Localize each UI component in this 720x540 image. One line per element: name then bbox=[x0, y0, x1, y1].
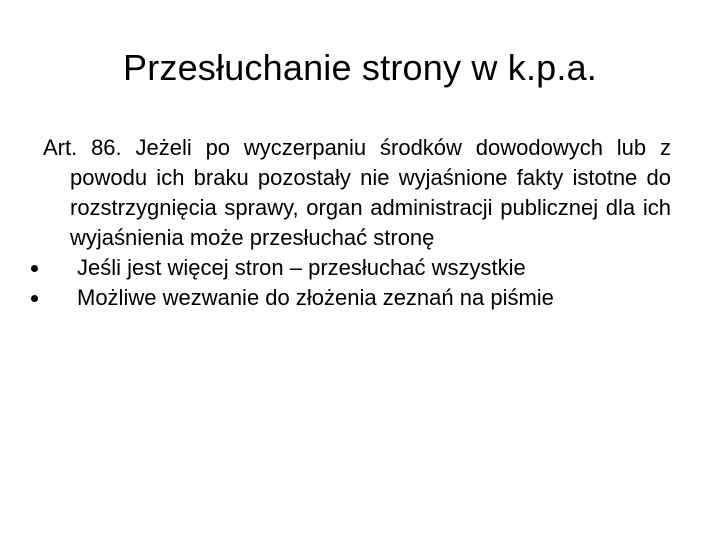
slide-body bbox=[43, 133, 671, 313]
bullet-text: Możliwe wezwanie do złożenia zeznań na piśmie bbox=[77, 285, 554, 310]
bullet-list bbox=[43, 253, 671, 313]
bullet-item bbox=[43, 283, 671, 313]
article-paragraph: Art. 86. Jeżeli po wyczerpaniu środków dowodowych lub z powodu ich braku pozostały nie wyjaśnione fakty istotne do rozstrzygnięcia sprawy, organ administracji publicznej dla ich wyjaśnienia może przesłuchać stronę bbox=[43, 135, 671, 250]
bullet-item bbox=[43, 253, 671, 283]
slide-title: Przesłuchanie strony w k.p.a. bbox=[122, 47, 597, 88]
bullet-icon bbox=[31, 295, 38, 302]
bullet-text: Jeśli jest więcej stron – przesłuchać wszystkie bbox=[77, 255, 526, 280]
bullet-icon bbox=[31, 265, 38, 272]
